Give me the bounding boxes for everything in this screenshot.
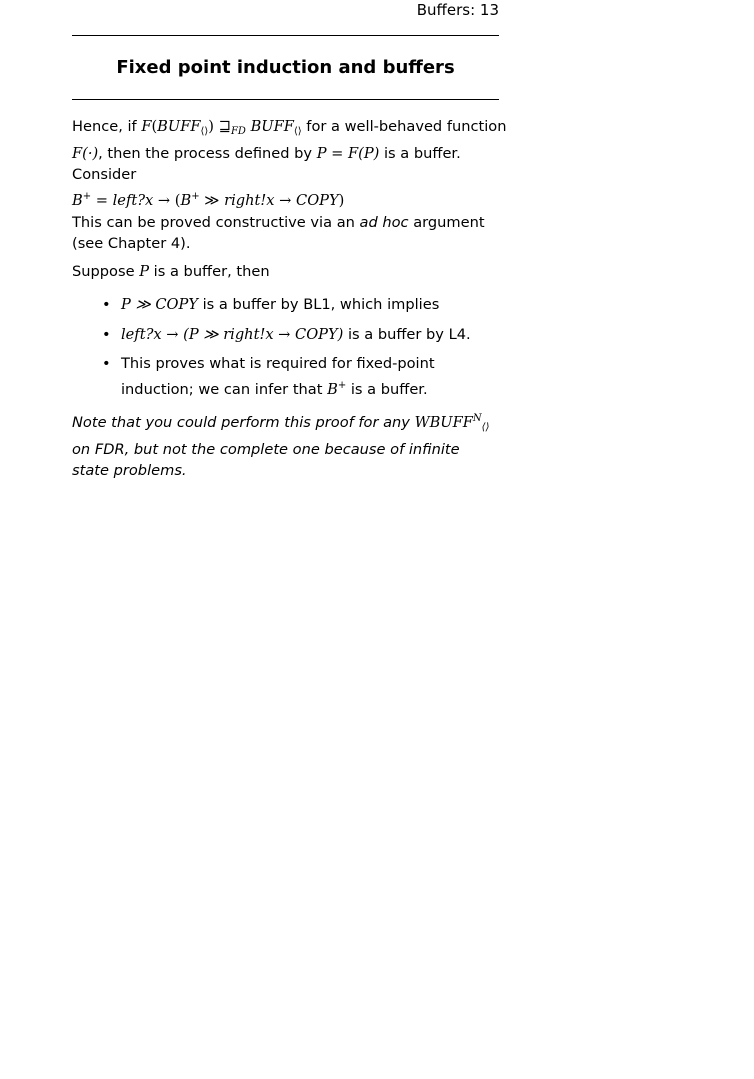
paragraph-constructive [72,212,512,255]
math-fixed-point: P = F(P) [316,144,380,162]
bullet-icon: • [102,296,111,313]
top-rule [72,35,499,36]
text: This proves what is required for fixed-point induction; we can infer that [121,355,435,398]
text: is a buffer, then [149,262,270,280]
paragraph-suppose [72,261,512,283]
note-paragraph [72,408,499,482]
text-italic: ad hoc [359,213,409,231]
math-subscript: ⟨⟩ [293,126,302,137]
bullet-icon: • [102,355,111,372]
text: for a well-behaved function [301,118,507,135]
math-expr: P ≫ COPY [121,296,198,313]
math-paren: ( [151,118,158,135]
text: , then the process defined by [98,144,317,162]
running-head: Buffers: 13 [416,1,499,19]
text: Hence, if [72,118,142,135]
math-buff: BUFF [245,118,294,135]
math-arrow: → [274,191,297,209]
math-expr: left?x → (P ≫ right!x → COPY) [121,325,344,343]
math-b: B [327,380,338,398]
math-f: F [141,118,152,135]
text: Note that you could perform this proof for any [72,414,415,431]
paragraph-hence [72,116,512,186]
math-sup: + [191,190,200,202]
math-sup: + [82,190,92,202]
text: is a buffer. Consider [72,144,461,183]
math-paren: ) [208,118,214,135]
math-buff: BUFF [157,118,201,135]
math-sup: + [337,379,347,391]
math-arrow: → ( [153,191,181,209]
math-b: B [180,191,192,209]
bullet-icon: • [102,325,111,343]
math-fdot: F(·) [72,144,99,162]
math-paren: ) [338,191,345,209]
math-eq: = [91,191,113,209]
text: argument (see Chapter 4). [72,213,485,252]
slide-title: Fixed point induction and buffers [116,57,455,78]
math-subscript-fd: FD [230,126,246,137]
text: on FDR, but not the complete one because of infinite state problems. [72,440,460,479]
math-refines: ⊒ [213,118,231,135]
title-rule [72,99,499,100]
math-pipe: ≫ [199,191,225,209]
math-subscript: ⟨⟩ [200,126,209,137]
math-copy: COPY [296,191,339,209]
text: is a buffer by L4. [343,325,471,343]
math-b: B [72,191,83,209]
text: This can be proved constructive via an [72,213,360,231]
math-subscript: ⟨⟩ [481,422,490,433]
math-sup: N [472,413,482,424]
slide-body [72,116,512,482]
math-wbuff: WBUFF [414,414,473,431]
list-item [72,353,451,400]
list-item [72,324,512,346]
display-equation [72,186,512,212]
math-right: right!x [224,191,275,209]
bullet-list [72,294,512,400]
math-p: P [139,262,150,280]
text: is a buffer by BL1, which implies [197,296,440,313]
text: is a buffer. [346,380,428,398]
math-left: left?x [112,191,154,209]
list-item [72,294,512,316]
text: Suppose [72,262,140,280]
